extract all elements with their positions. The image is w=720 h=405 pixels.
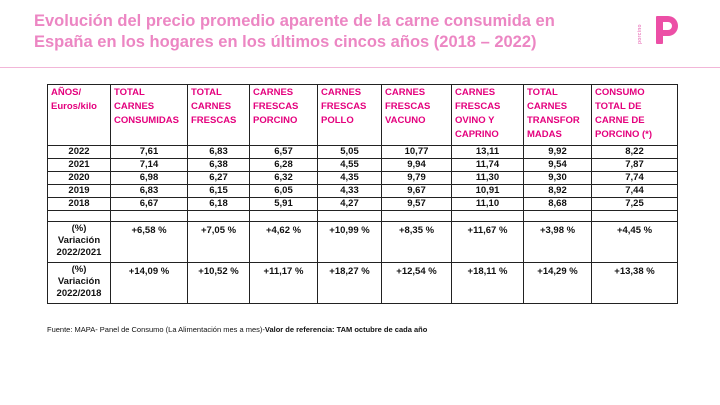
blank-cell: [452, 211, 524, 222]
logo-text: porcino: [637, 24, 643, 44]
price-cell: 5,91: [250, 198, 318, 211]
blank-cell: [592, 211, 678, 222]
price-cell: 11,30: [452, 172, 524, 185]
source-text: Fuente: MAPA- Panel de Consumo (La Alimentación mes a mes)-: [47, 325, 265, 334]
variation-cell: +11,17 %: [250, 263, 318, 304]
year-cell: 2021: [48, 159, 111, 172]
price-cell: 6,18: [188, 198, 250, 211]
variation-cell: +10,52 %: [188, 263, 250, 304]
price-cell: 9,57: [382, 198, 452, 211]
table-row: [48, 185, 678, 198]
variation-cell: +10,99 %: [318, 222, 382, 263]
variation-cell: +6,58 %: [111, 222, 188, 263]
column-header: AÑOS/ Euros/kilo: [48, 85, 111, 146]
blank-cell: [382, 211, 452, 222]
variation-cell: +14,09 %: [111, 263, 188, 304]
table-row: [48, 146, 678, 159]
variation-cell: +18,27 %: [318, 263, 382, 304]
price-cell: 4,27: [318, 198, 382, 211]
table-row: [48, 159, 678, 172]
price-cell: 11,10: [452, 198, 524, 211]
price-cell: 9,30: [524, 172, 592, 185]
column-header: CARNES FRESCAS PORCINO: [250, 85, 318, 146]
blank-cell: [48, 211, 111, 222]
price-cell: 7,14: [111, 159, 188, 172]
price-cell: 6,15: [188, 185, 250, 198]
price-cell: 8,68: [524, 198, 592, 211]
variation-cell: +4,45 %: [592, 222, 678, 263]
price-cell: 7,44: [592, 185, 678, 198]
price-cell: 6,83: [188, 146, 250, 159]
variation-cell: +3,98 %: [524, 222, 592, 263]
price-cell: 6,27: [188, 172, 250, 185]
price-cell: 4,55: [318, 159, 382, 172]
page-title: Evolución del precio promedio aparente de la carne consumida en España en los hogares en los últimos cincos años (2018 – 2022): [34, 12, 555, 51]
variation-cell: +13,38 %: [592, 263, 678, 304]
column-header: CARNES FRESCAS OVINO Y CAPRINO: [452, 85, 524, 146]
brand-logo: [638, 14, 690, 46]
source-note: [47, 325, 427, 334]
price-cell: 7,87: [592, 159, 678, 172]
price-cell: 7,61: [111, 146, 188, 159]
column-header: CARNES FRESCAS VACUNO: [382, 85, 452, 146]
year-cell: 2019: [48, 185, 111, 198]
source-reference: Valor de referencia: TAM octubre de cada año: [264, 325, 428, 334]
column-header: TOTAL CARNES TRANSFOR MADAS: [524, 85, 592, 146]
blank-cell: [188, 211, 250, 222]
year-cell: 2022: [48, 146, 111, 159]
price-cell: 8,92: [524, 185, 592, 198]
price-cell: 8,22: [592, 146, 678, 159]
blank-cell: [524, 211, 592, 222]
table-row: [48, 172, 678, 185]
price-cell: 4,33: [318, 185, 382, 198]
price-cell: 6,83: [111, 185, 188, 198]
price-cell: 9,79: [382, 172, 452, 185]
price-cell: 9,94: [382, 159, 452, 172]
price-cell: 7,25: [592, 198, 678, 211]
price-cell: 6,38: [188, 159, 250, 172]
variation-cell: +14,29 %: [524, 263, 592, 304]
price-cell: 6,32: [250, 172, 318, 185]
year-cell: 2020: [48, 172, 111, 185]
variation-row: [48, 222, 678, 263]
table-header-row: [48, 85, 678, 146]
variation-cell: +11,67 %: [452, 222, 524, 263]
column-header: TOTAL CARNES CONSUMIDAS: [111, 85, 188, 146]
price-cell: 6,28: [250, 159, 318, 172]
variation-cell: +18,11 %: [452, 263, 524, 304]
price-cell: 6,05: [250, 185, 318, 198]
column-header: TOTAL CARNES FRESCAS: [188, 85, 250, 146]
price-cell: 11,74: [452, 159, 524, 172]
blank-cell: [111, 211, 188, 222]
column-header: CONSUMO TOTAL DE CARNE DE PORCINO (*): [592, 85, 678, 146]
price-cell: 10,91: [452, 185, 524, 198]
column-header: CARNES FRESCAS POLLO: [318, 85, 382, 146]
price-cell: 6,57: [250, 146, 318, 159]
price-table: [47, 84, 678, 304]
price-cell: 10,77: [382, 146, 452, 159]
price-cell: 6,67: [111, 198, 188, 211]
blank-cell: [250, 211, 318, 222]
price-cell: 5,05: [318, 146, 382, 159]
price-cell: 7,74: [592, 172, 678, 185]
variation-label: (%) Variación 2022/2018: [48, 263, 111, 304]
header-divider: [0, 67, 720, 68]
variation-label: (%) Variación 2022/2021: [48, 222, 111, 263]
price-cell: 6,98: [111, 172, 188, 185]
variation-row: [48, 263, 678, 304]
table-blank-row: [48, 211, 678, 222]
variation-cell: +7,05 %: [188, 222, 250, 263]
price-cell: 9,54: [524, 159, 592, 172]
variation-cell: +8,35 %: [382, 222, 452, 263]
year-cell: 2018: [48, 198, 111, 211]
price-cell: 9,92: [524, 146, 592, 159]
table-row: [48, 198, 678, 211]
price-cell: 13,11: [452, 146, 524, 159]
variation-cell: +4,62 %: [250, 222, 318, 263]
blank-cell: [318, 211, 382, 222]
price-cell: 9,67: [382, 185, 452, 198]
price-cell: 4,35: [318, 172, 382, 185]
variation-cell: +12,54 %: [382, 263, 452, 304]
